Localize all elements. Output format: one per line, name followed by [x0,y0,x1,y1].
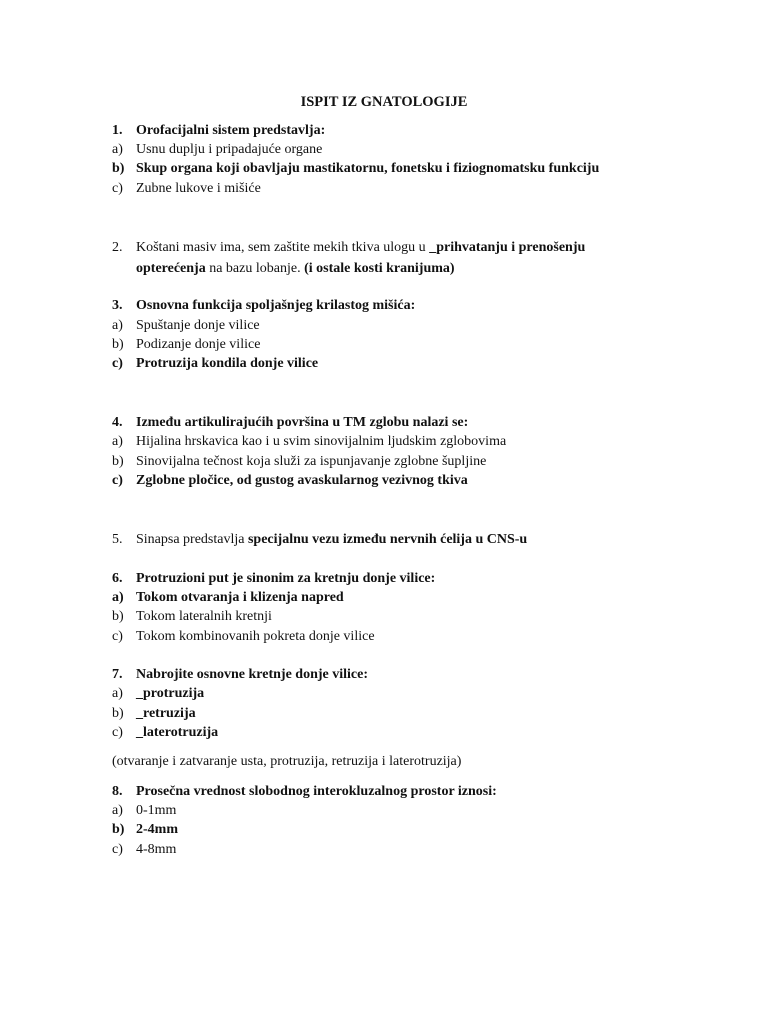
option-label: c) [112,725,123,740]
question-text: Između artikulirajućih površina u TM zglobu nalazi se: [136,415,469,430]
question-number: 2. [112,240,123,255]
option-label: b) [112,822,125,837]
question-1 [112,122,325,140]
option-text: _protruzija [136,686,205,701]
option-text: Protruzija kondila donje vilice [136,356,319,371]
question-4 [112,414,468,432]
option-label: a) [112,318,123,333]
answer-option [112,705,196,723]
option-label: a) [112,803,123,818]
option-text: _laterotruzija [136,725,219,740]
option-label: a) [112,142,123,157]
question-2-continued [136,260,455,278]
option-label: a) [112,590,124,605]
option-label: c) [112,473,123,488]
page-title: ISPIT IZ GNATOLOGIJE [300,94,468,110]
answer-note: (i ostale kosti kranijuma) [304,261,455,276]
option-text: 2-4mm [136,822,178,837]
option-label: c) [112,629,123,644]
question-number: 4. [112,415,123,430]
question-number: 7. [112,667,123,682]
question-number: 1. [112,123,123,138]
answer-option [112,685,204,703]
answer-option [112,180,261,198]
question-text: Nabrojite osnovne kretnje donje vilice: [136,667,369,682]
question-text: Osnovna funkcija spoljašnjeg krilastog mišića: [136,298,416,313]
option-label: c) [112,181,123,196]
answer-option-correct [112,355,318,373]
question-number: 5. [112,532,123,547]
option-text: Skup organa koji obavljaju mastikatornu, fonetsku i fiziognomatsku funkciju [136,161,600,176]
question-3 [112,297,415,315]
answer-fill: _prihvatanju i prenošenju [429,240,586,255]
answer-option [112,628,375,646]
option-label: b) [112,161,125,176]
option-label: a) [112,686,123,701]
answer-option [112,802,176,820]
option-text: Tokom kombinovanih pokreta donje vilice [136,629,375,644]
answer-option-correct [112,589,344,607]
question-text: Prosečna vrednost slobodnog interokluzalnog prostor iznosi: [136,784,497,799]
option-text: Tokom otvaranja i klizenja napred [136,590,344,605]
answer-option [112,724,218,742]
answer-note [112,753,461,771]
answer-option [112,141,322,159]
answer-option [112,317,260,335]
question-5 [112,531,527,549]
question-text: Orofacijalni sistem predstavlja: [136,123,326,138]
answer-fill: specijalnu vezu između nervnih ćelija u CNS-u [247,532,528,547]
option-text: _retruzija [136,706,196,721]
option-text: 4-8mm [136,842,177,857]
answer-option-correct [112,160,599,178]
question-number: 3. [112,298,123,313]
answer-option [112,336,260,354]
answer-option [112,433,506,451]
question-7 [112,666,368,684]
option-text: Hijalina hrskavica kao i u svim sinovijalnim ljudskim zglobovima [136,434,507,449]
option-text: Spuštanje donje vilice [136,318,260,333]
answer-option [112,841,176,859]
option-text: Usnu duplju i pripadajuće organe [136,142,323,157]
option-label: b) [112,454,124,469]
option-label: c) [112,842,123,857]
question-text: Protruzioni put je sinonim za kretnju donje vilice: [136,571,436,586]
option-text: Sinovijalna tečnost koja služi za ispunjavanje zglobne šupljine [136,454,487,469]
answer-option [112,608,272,626]
note-text: (otvaranje i zatvaranje usta, protruzija, retruzija i laterotruzija) [112,754,462,769]
question-number: 8. [112,784,123,799]
question-text: Sinapsa predstavlja [136,532,248,547]
option-label: a) [112,434,123,449]
question-text: Koštani masiv ima, sem zaštite mekih tkiva ulogu u [136,240,430,255]
answer-option-correct [112,472,468,490]
option-label: b) [112,337,124,352]
option-text: Podizanje donje vilice [136,337,261,352]
option-text: Zubne lukove i mišiće [136,181,261,196]
option-label: c) [112,356,123,371]
option-text: 0-1mm [136,803,177,818]
answer-option-correct [112,821,178,839]
option-text: Zglobne pločice, od gustog avaskularnog vezivnog tkiva [136,473,468,488]
option-label: b) [112,706,124,721]
option-text: Tokom lateralnih kretnji [136,609,272,624]
question-6 [112,570,435,588]
question-8 [112,783,497,801]
question-number: 6. [112,571,123,586]
question-text: na bazu lobanje. [205,261,305,276]
answer-option [112,453,486,471]
answer-fill: opterećenja [136,261,206,276]
option-label: b) [112,609,124,624]
question-2 [112,239,585,257]
